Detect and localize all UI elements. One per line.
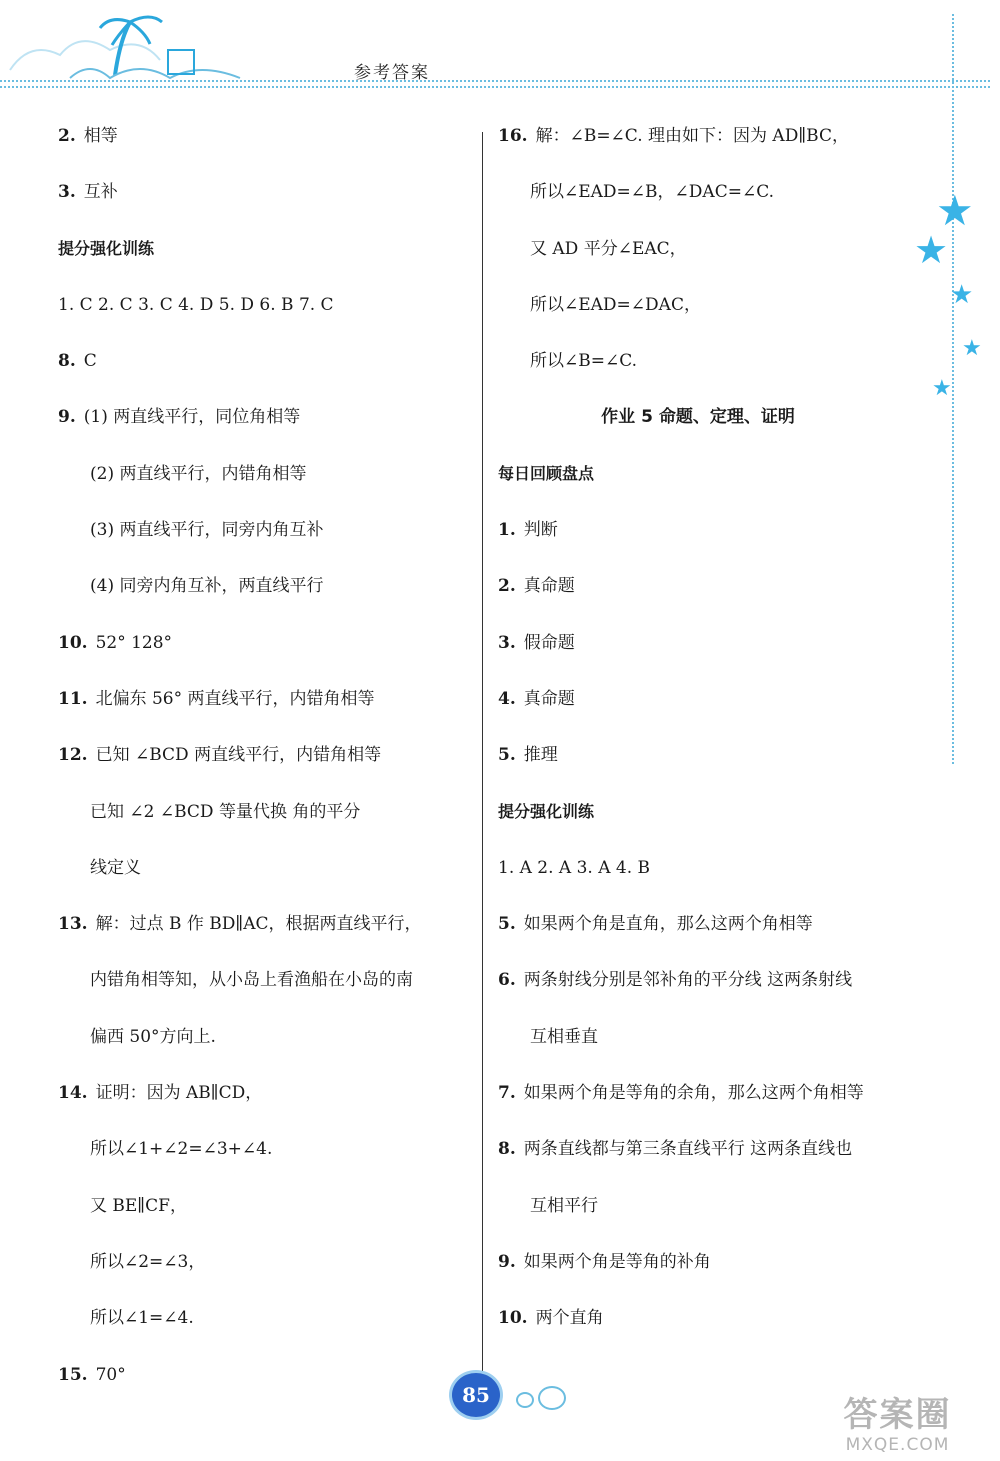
header-decoration [0,0,1000,100]
answer-line [58,502,468,558]
answer-line [498,615,918,671]
question-number: 10. [58,632,88,653]
watermark-url: MXQE.COM [845,1435,950,1455]
answer-line [58,1178,468,1234]
answer-line [498,502,918,558]
question-number: 1. [498,520,516,541]
answer-text: 如果两个角是等角的补角 [523,1251,711,1272]
answer-line [58,896,468,952]
star-icon: ★ [936,186,974,235]
question-number: 8. [58,351,76,372]
answer-line [498,727,918,783]
left-column [58,108,468,1403]
question-number: 7. [498,1083,516,1104]
answer-line [498,952,918,1008]
answer-text: 1. C 2. C 3. C 4. D 5. D 6. B 7. C [58,294,334,315]
question-number: 3. [498,632,516,653]
question-number: 2. [58,126,76,146]
answer-line [498,1121,918,1177]
question-number: 2. [498,576,516,597]
question-number: 16. [498,126,528,146]
answer-text: 推理 [523,745,558,766]
answer-line [498,277,918,333]
answer-text: 真命题 [523,576,575,597]
answer-text: 解：过点 B 作 BD∥AC，根据两直线平行， [95,914,422,935]
answer-text: 证明：因为 AB∥CD， [95,1083,263,1104]
answer-line [58,1121,468,1177]
answer-text: 互补 [83,182,118,203]
answer-text: 已知 ∠2 ∠BCD 等量代换 角的平分 [90,801,361,822]
watermark [800,1395,995,1459]
answer-line [58,108,468,164]
question-number: 13. [58,914,88,935]
answer-line [498,108,918,164]
answer-line [58,1347,468,1403]
question-number: 5. [498,745,516,766]
answer-line [498,840,918,896]
answer-text: 北偏东 56° 两直线平行，内错角相等 [95,688,375,709]
answer-text: 假命题 [523,632,575,653]
answer-text: 偏西 50°方向上. [90,1026,216,1047]
answer-text: (2) 两直线平行，内错角相等 [90,463,307,484]
question-number: 9. [498,1251,516,1272]
answer-text: 两条射线分别是邻补角的平分线 这两条射线 [523,970,853,991]
bubble-decoration [516,1392,534,1408]
answer-line [58,840,468,896]
answer-text: (1) 两直线平行，同位角相等 [83,407,301,428]
question-number: 15. [58,1364,88,1385]
answer-text: 解：∠B=∠C. 理由如下：因为 AD∥BC， [535,126,849,146]
answer-line [58,1065,468,1121]
section-heading: 提分强化训练 [498,801,595,821]
answer-text: 如果两个角是等角的余角，那么这两个角相等 [523,1083,864,1104]
header-divider [0,80,990,82]
right-column [498,108,918,1347]
answer-line [58,333,468,389]
answer-line [498,1290,918,1346]
question-number: 9. [58,407,76,428]
answer-line [498,1009,918,1065]
answer-text: 又 AD 平分∠EAC， [530,238,687,259]
answer-line [58,727,468,783]
answer-line [58,277,468,333]
header-title: 参考答案 [354,63,430,83]
answer-line [498,671,918,727]
answer-text: 所以∠2=∠3， [90,1251,206,1272]
answer-line [498,221,918,277]
star-icon: ★ [950,280,974,310]
answer-line [58,1290,468,1346]
answer-text: 又 BE∥CF， [90,1195,187,1216]
answer-text: 判断 [523,520,558,541]
header-divider-2 [0,86,990,88]
column-divider [482,132,483,1372]
question-number: 11. [58,688,88,709]
answer-text: 内错角相等知，从小岛上看渔船在小岛的南 [90,970,413,991]
answer-text: C [83,351,97,372]
answer-text: 所以∠EAD=∠B，∠DAC=∠C. [530,182,774,203]
answer-text: 已知 ∠BCD 两直线平行，内错角相等 [95,745,382,766]
question-number: 10. [498,1308,528,1329]
answer-line [498,1178,918,1234]
watermark-logo: 答案圈 [843,1395,952,1435]
section-heading: 提分强化训练 [58,238,155,258]
answer-line [58,615,468,671]
star-icon: ★ [914,228,949,272]
answer-line [58,558,468,614]
question-number: 4. [498,688,516,709]
answer-line [58,164,468,220]
question-number: 12. [58,745,88,766]
answer-line [58,952,468,1008]
answer-text: 两条直线都与第三条直线平行 这两条直线也 [523,1139,853,1160]
question-number: 5. [498,914,516,935]
answer-line [498,896,918,952]
page-number: 85 [452,1373,500,1417]
answer-text: 70° [95,1364,126,1385]
answer-line [58,446,468,502]
margin-line [952,14,954,764]
star-icon: ★ [962,336,982,361]
answer-line [58,389,468,445]
section-title: 作业 5 命题、定理、证明 [601,407,795,428]
section-heading: 每日回顾盘点 [498,463,595,483]
answer-text: 1. A 2. A 3. A 4. B [498,857,651,878]
answer-text: 52° 128° [95,632,173,653]
answer-text: 线定义 [90,857,141,878]
answer-line [58,1009,468,1065]
answer-line [58,671,468,727]
answer-text: 如果两个角是直角，那么这两个角相等 [523,914,813,935]
answer-line [58,784,468,840]
question-number: 14. [58,1083,88,1104]
answer-text: (3) 两直线平行，同旁内角互补 [90,520,324,541]
answer-text: 所以∠EAD=∠DAC， [530,294,701,315]
answer-line [498,164,918,220]
answer-text: 相等 [83,126,118,146]
answer-line [58,1234,468,1290]
question-number: 8. [498,1139,516,1160]
answer-text: 互相平行 [530,1195,598,1216]
answer-text: 所以∠B=∠C. [530,351,638,372]
answer-line [498,1065,918,1121]
bubble-decoration [538,1386,566,1410]
answer-line [498,558,918,614]
answer-text: 两个直角 [535,1308,604,1329]
answer-line [498,333,918,389]
star-icon: ★ [932,376,952,401]
answer-text: (4) 同旁内角互补，两直线平行 [90,576,324,597]
answer-text: 所以∠1+∠2=∠3+∠4. [90,1139,273,1160]
answer-text: 互相垂直 [530,1026,598,1047]
answer-text: 所以∠1=∠4. [90,1308,194,1329]
answer-line [498,1234,918,1290]
answer-text: 真命题 [523,688,575,709]
question-number: 6. [498,970,516,991]
question-number: 3. [58,182,76,203]
